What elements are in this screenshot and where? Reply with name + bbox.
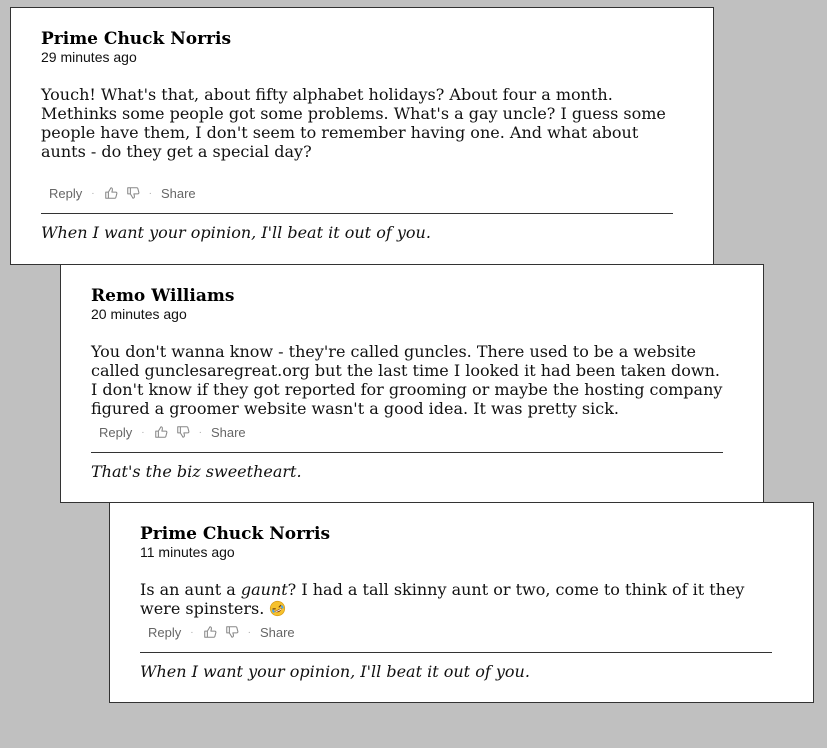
rolling-on-floor-laughing-emoji xyxy=(269,600,286,617)
thumbs-up-icon[interactable] xyxy=(104,186,118,200)
thumbs-down-icon[interactable] xyxy=(126,186,140,200)
separator: · xyxy=(247,626,251,638)
comment-author[interactable]: Prime Chuck Norris xyxy=(41,29,232,49)
comment-actions xyxy=(91,422,723,442)
thumbs-down-icon[interactable] xyxy=(225,625,239,639)
comment-body: You don't wanna know - they're called guncles. There used to be a website called gunclesaregreat.org but the last time I looked it had been taken down. I don't know if they got reported for grooming or maybe the hosting company figured a groomer website wasn't a good idea. It was pretty sick. xyxy=(91,342,723,418)
comment-body-text: ? I had a tall skinny aunt or two, come to think of it they were spinsters. xyxy=(140,580,745,618)
comment-signature: That's the biz sweetheart. xyxy=(91,462,302,481)
separator: · xyxy=(190,626,194,638)
comment-card xyxy=(109,502,814,703)
reply-button[interactable]: Reply xyxy=(49,185,83,201)
signature-divider xyxy=(41,213,673,214)
signature-divider xyxy=(91,452,723,453)
share-button[interactable]: Share xyxy=(210,424,246,440)
reply-button[interactable]: Reply xyxy=(99,424,133,440)
comment-actions xyxy=(41,183,673,203)
comment-body xyxy=(140,580,774,618)
signature-divider xyxy=(140,652,772,653)
comment-signature: When I want your opinion, I'll beat it out of you. xyxy=(140,662,530,681)
comment-signature: When I want your opinion, I'll beat it out of you. xyxy=(41,223,431,242)
thumbs-down-icon[interactable] xyxy=(176,425,190,439)
separator: · xyxy=(141,426,145,438)
separator: · xyxy=(148,187,152,199)
thumbs-up-icon[interactable] xyxy=(154,425,168,439)
comment-card xyxy=(60,264,764,503)
comment-timestamp[interactable]: 29 minutes ago xyxy=(41,49,137,65)
comment-body: Youch! What's that, about fifty alphabet holidays? About four a month. Methinks some people got some problems. What's a gay uncle? I guess some people have them, I don't seem to remember having one. And what about aunts - do they get a special day? xyxy=(41,85,666,161)
comment-author[interactable]: Prime Chuck Norris xyxy=(140,524,331,544)
separator: · xyxy=(198,426,202,438)
comment-actions xyxy=(140,622,773,642)
separator: · xyxy=(91,187,95,199)
share-button[interactable]: Share xyxy=(160,185,196,201)
comment-body-text: Is an aunt a xyxy=(140,580,241,599)
comment-body-emphasis: gaunt xyxy=(240,580,288,599)
share-button[interactable]: Share xyxy=(259,624,295,640)
comment-timestamp[interactable]: 11 minutes ago xyxy=(140,544,235,560)
reply-button[interactable]: Reply xyxy=(148,624,182,640)
thumbs-up-icon[interactable] xyxy=(203,625,217,639)
comment-card xyxy=(10,7,714,265)
comment-author[interactable]: Remo Williams xyxy=(91,286,235,306)
comment-timestamp[interactable]: 20 minutes ago xyxy=(91,306,187,322)
